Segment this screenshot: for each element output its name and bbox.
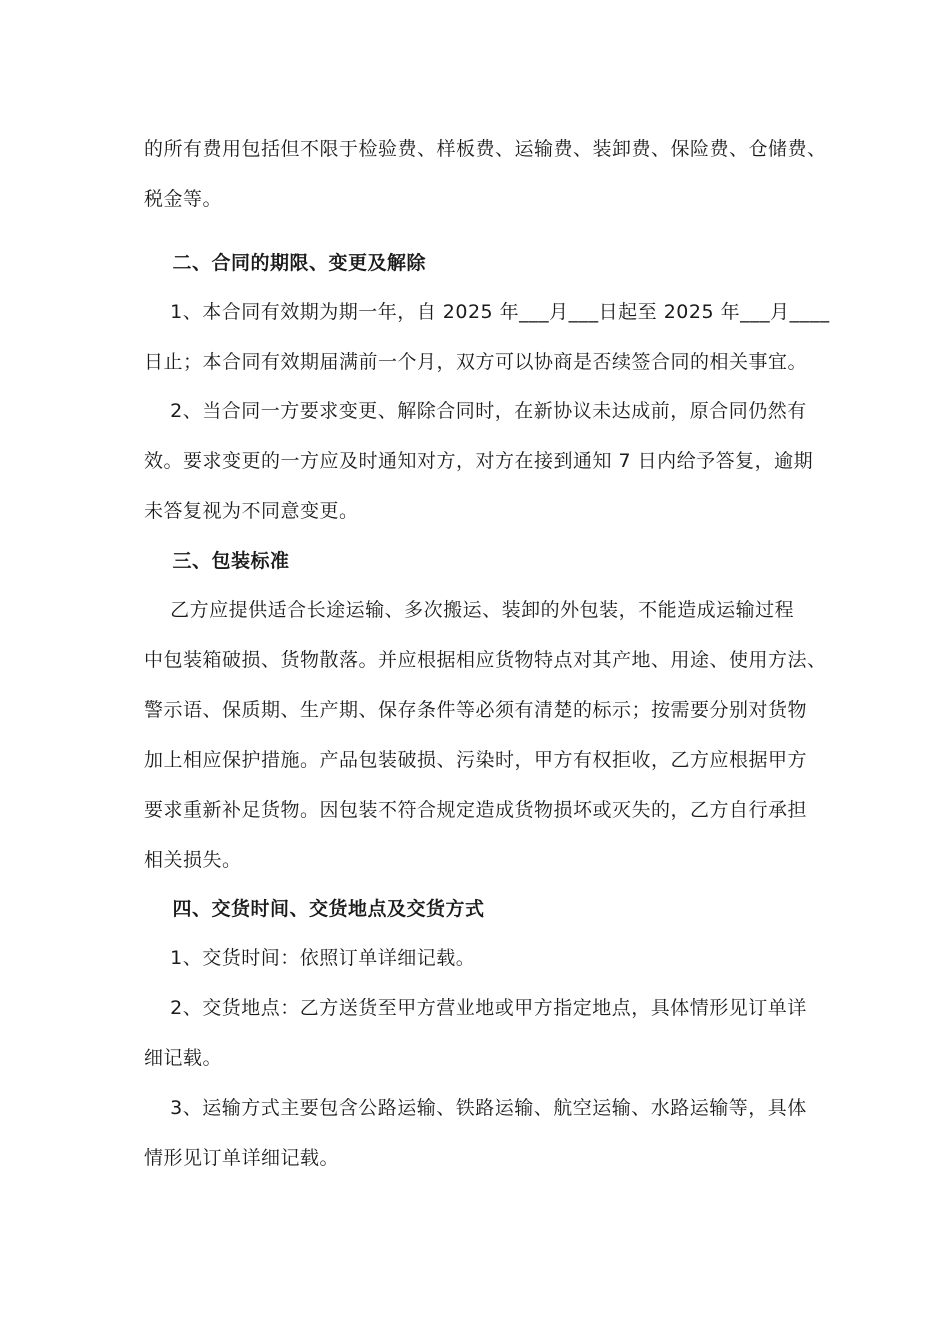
paragraph-term-1	[144, 299, 830, 375]
text-line: 细记载。	[144, 1047, 223, 1069]
paragraph-delivery-3	[144, 1095, 808, 1171]
paragraph-delivery-2	[144, 995, 808, 1071]
text-line: 3、运输方式主要包含公路运输、铁路运输、航空运输、水路运输等，具体	[144, 1097, 807, 1119]
text-line: 警示语、保质期、生产期、保存条件等必须有清楚的标示；按需要分别对货物	[144, 699, 808, 721]
text-line: 要求重新补足货物。因包装不符合规定造成货物损坏或灭失的，乙方自行承担	[144, 799, 808, 821]
section-heading-term	[144, 250, 808, 276]
text-line: 日止；本合同有效期届满前一个月，双方可以协商是否续签合同的相关事宜。	[144, 351, 808, 373]
text-line: 1、交货时间：依照订单详细记载。	[144, 947, 476, 969]
text-line: 乙方应提供适合长途运输、多次搬运、装卸的外包装，不能造成运输过程	[144, 599, 795, 621]
section-heading-delivery	[144, 896, 808, 922]
text-line: 的所有费用包括但不限于检验费、样板费、运输费、装卸费、保险费、仓储费、	[144, 138, 827, 160]
text-line: 相关损失。	[144, 849, 242, 871]
text-line: 效。要求变更的一方应及时通知对方，对方在接到通知 7 日内给予答复，逾期	[144, 450, 814, 472]
text-line: 情形见订单详细记载。	[144, 1147, 340, 1169]
paragraph-fees-continued	[144, 136, 827, 212]
paragraph-term-2	[144, 398, 814, 524]
text-line: 2、当合同一方要求变更、解除合同时，在新协议未达成前，原合同仍然有	[144, 400, 807, 422]
paragraph-packaging	[144, 597, 827, 873]
heading-text: 三、包装标准	[144, 550, 290, 572]
text-line: 加上相应保护措施。产品包装破损、污染时，甲方有权拒收，乙方应根据甲方	[144, 749, 808, 771]
text-line: 未答复视为不同意变更。	[144, 500, 359, 522]
section-heading-packaging	[144, 548, 808, 574]
text-line: 中包装箱破损、货物散落。并应根据相应货物特点对其产地、用途、使用方法、	[144, 649, 827, 671]
heading-text: 四、交货时间、交货地点及交货方式	[144, 898, 485, 920]
paragraph-delivery-1	[144, 945, 808, 971]
text-line: 税金等。	[144, 188, 223, 210]
text-line: 1、本合同有效期为期一年，自 2025 年___月___日起至 2025 年___月____	[144, 301, 830, 323]
text-line: 2、交货地点：乙方送货至甲方营业地或甲方指定地点，具体情形见订单详	[144, 997, 807, 1019]
heading-text: 二、合同的期限、变更及解除	[144, 252, 426, 274]
